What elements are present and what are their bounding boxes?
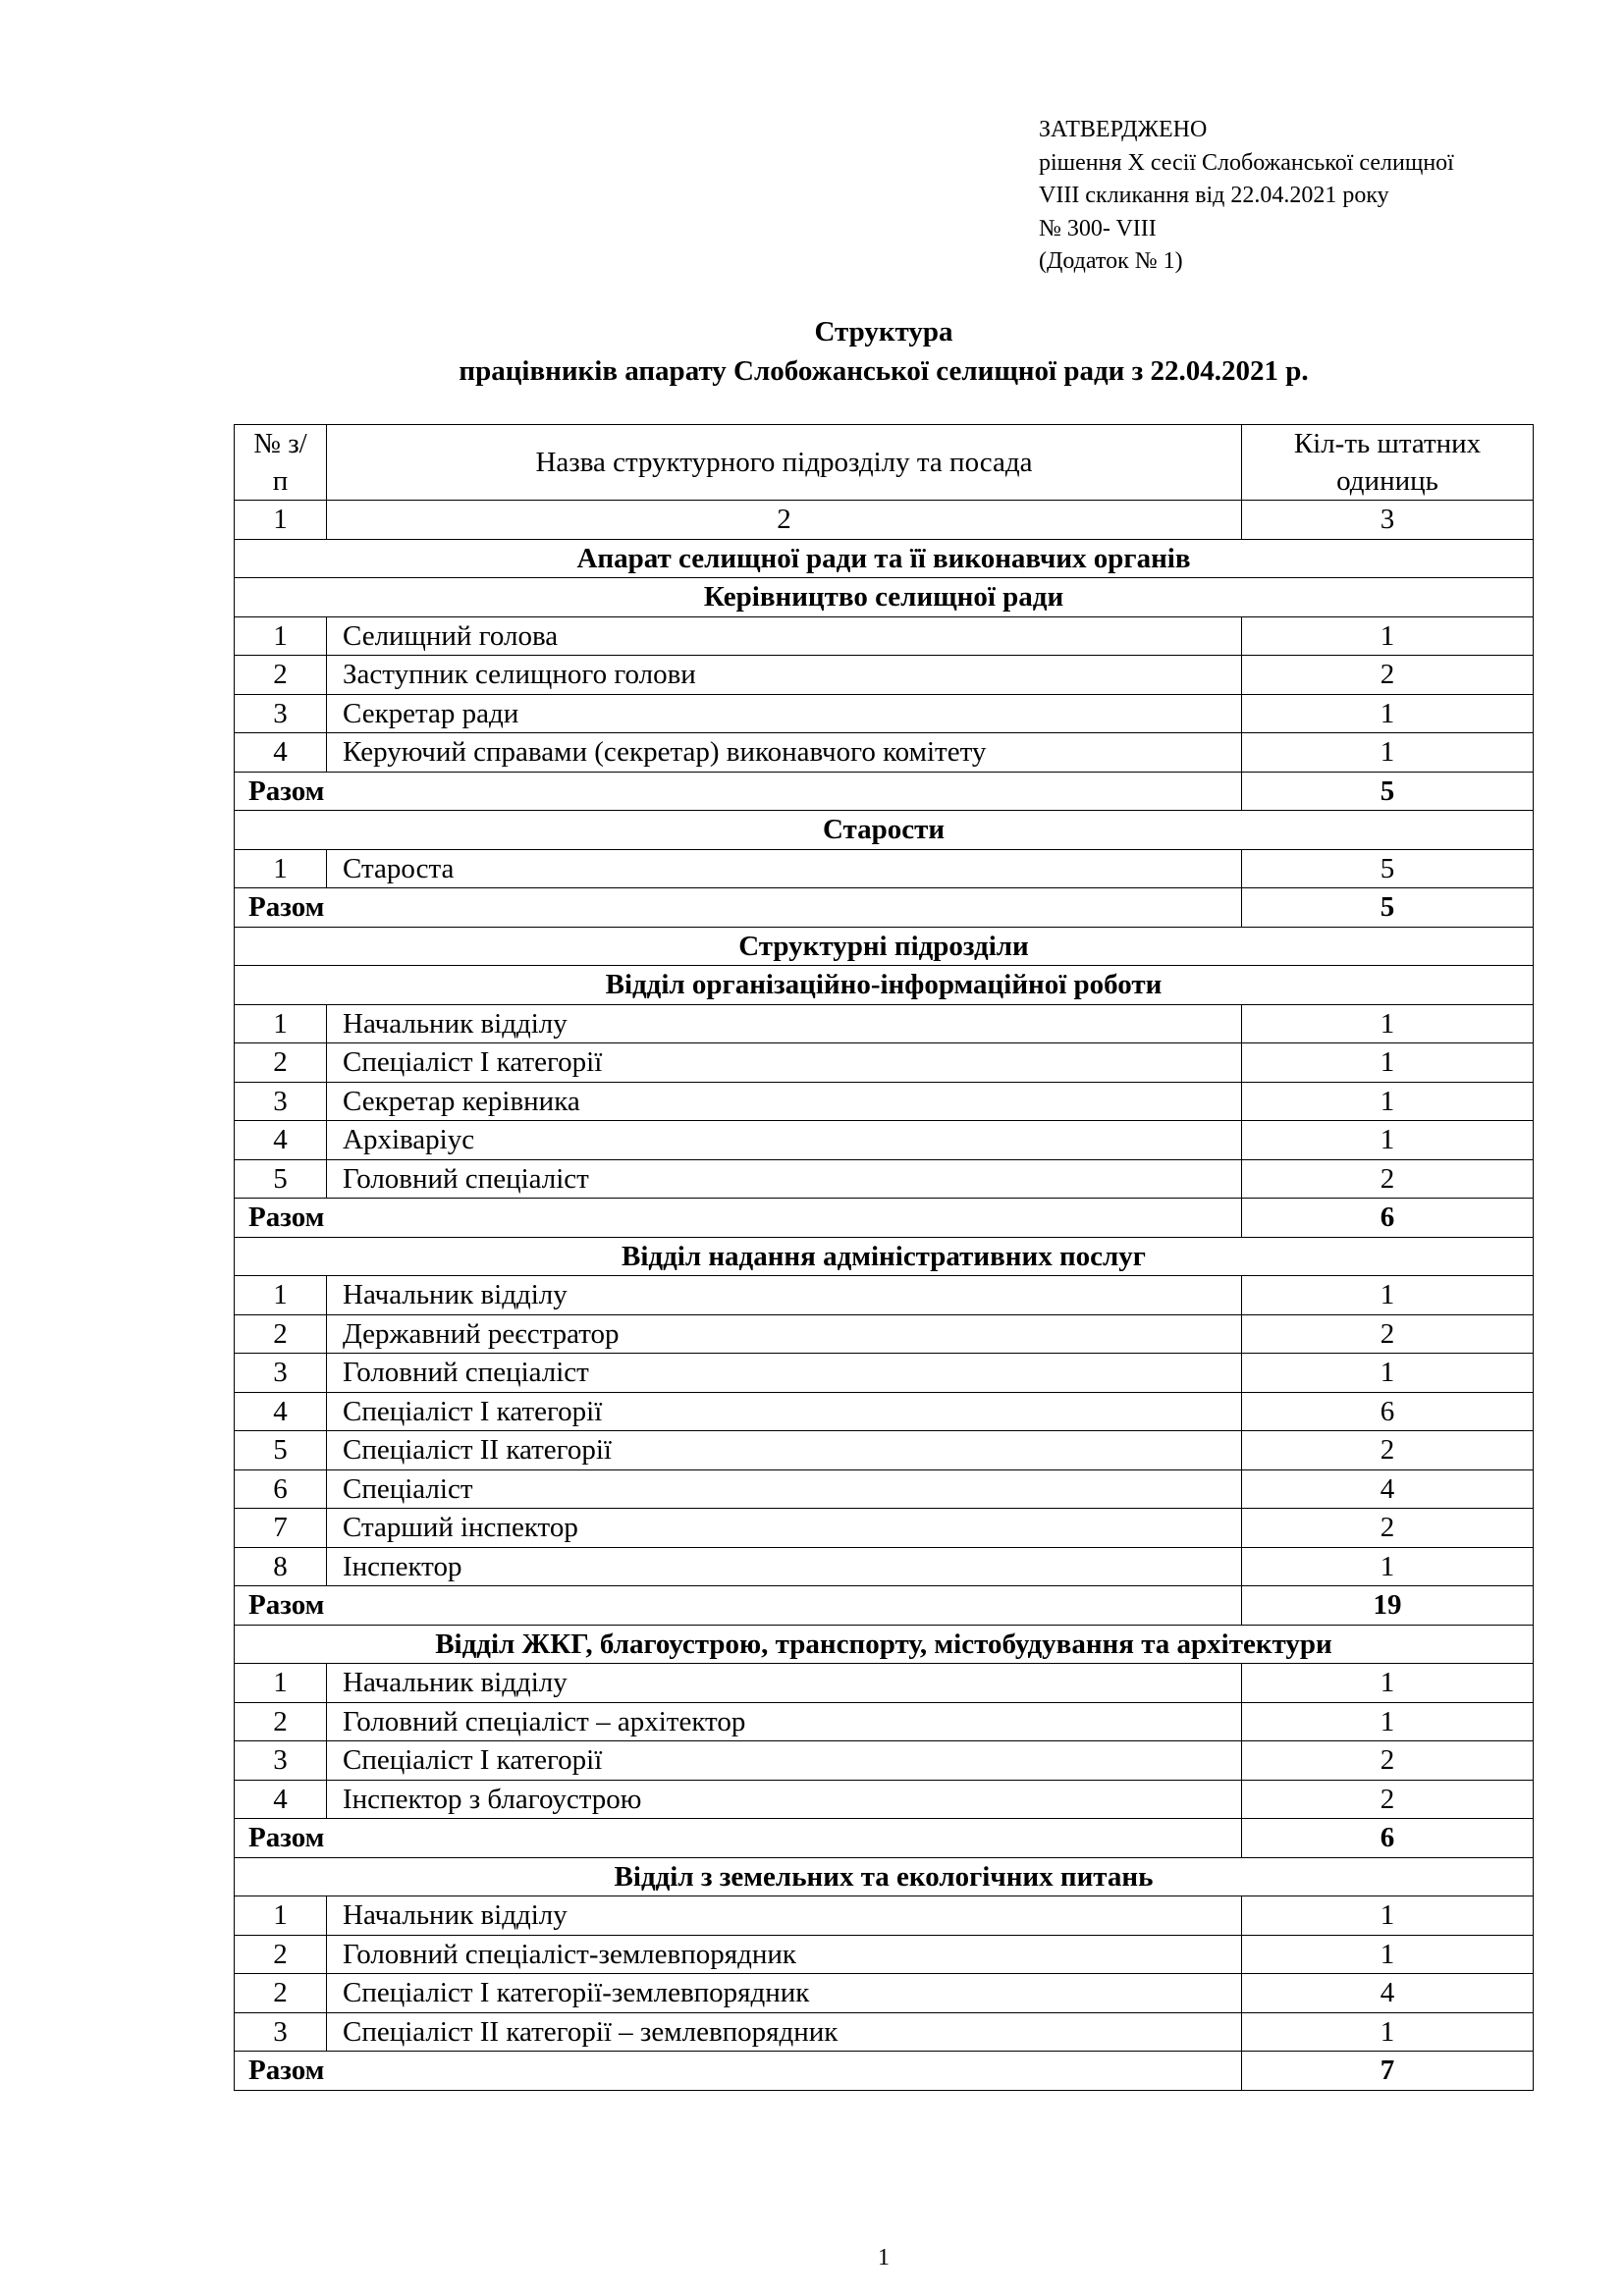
approval-line: № 300- VIII [1039,215,1157,241]
row-number: 2 [235,1702,327,1741]
total-row [235,1586,1534,1626]
position-name: Інспектор [327,1547,1242,1586]
row-number: 4 [235,1121,327,1160]
table-row [235,2012,1534,2052]
section-title: Відділ надання адміністративних послуг [235,1237,1534,1276]
column-number: 3 [1242,501,1534,540]
section-title: Відділ з земельних та екологічних питань [235,1857,1534,1896]
row-number: 3 [235,1741,327,1781]
row-number: 1 [235,849,327,888]
staff-count: 1 [1242,1702,1534,1741]
table-row [235,733,1534,773]
row-number: 2 [235,1935,327,1974]
position-name: Секретар ради [327,694,1242,733]
section-row [235,966,1534,1005]
section-row [235,927,1534,966]
position-name: Архіваріус [327,1121,1242,1160]
table-row [235,1741,1534,1781]
section-row [235,811,1534,850]
staff-count: 1 [1242,2012,1534,2052]
row-number: 1 [235,616,327,656]
table-row [235,1935,1534,1974]
column-number: 2 [327,501,1242,540]
staff-count: 4 [1242,1974,1534,2013]
row-number: 4 [235,733,327,773]
row-number: 8 [235,1547,327,1586]
table-row [235,1314,1534,1354]
header-quantity-line: Кіл-ть штатних [1293,428,1482,459]
position-name: Спеціаліст І категорії [327,1392,1242,1431]
total-value: 19 [1242,1586,1534,1626]
header-number-line: п [272,465,289,497]
total-row [235,1819,1534,1858]
table-row [235,1354,1534,1393]
table-row [235,1121,1534,1160]
row-number: 5 [235,1159,327,1199]
staff-count: 2 [1242,1431,1534,1470]
row-number: 4 [235,1392,327,1431]
position-name: Начальник відділу [327,1276,1242,1315]
position-name: Головний спеціаліст – архітектор [327,1702,1242,1741]
table-row [235,1431,1534,1470]
row-number: 2 [235,1974,327,2013]
staff-count: 1 [1242,1043,1534,1083]
table-row [235,1004,1534,1043]
section-row [235,1857,1534,1896]
table-row [235,849,1534,888]
staff-count: 1 [1242,1935,1534,1974]
staff-count: 1 [1242,1082,1534,1121]
position-name: Селищний голова [327,616,1242,656]
approval-stamp [1039,114,1454,279]
row-number: 1 [235,1276,327,1315]
total-label: Разом [235,1819,1242,1858]
position-name: Керуючий справами (секретар) виконавчого комітету [327,733,1242,773]
table-row [235,616,1534,656]
row-number: 6 [235,1469,327,1509]
row-number: 2 [235,656,327,695]
section-title: Структурні підрозділи [235,927,1534,966]
staff-count: 1 [1242,1004,1534,1043]
total-value: 5 [1242,888,1534,928]
staff-count: 2 [1242,1314,1534,1354]
row-number: 5 [235,1431,327,1470]
total-value: 5 [1242,772,1534,811]
position-name: Староста [327,849,1242,888]
staff-count: 1 [1242,1896,1534,1936]
table-row [235,1896,1534,1936]
section-title: Відділ організаційно-інформаційної роботи [235,966,1534,1005]
staff-count: 5 [1242,849,1534,888]
position-name: Начальник відділу [327,1664,1242,1703]
section-row [235,1625,1534,1664]
staff-count: 1 [1242,1664,1534,1703]
total-label: Разом [235,888,1242,928]
staff-count: 1 [1242,1276,1534,1315]
position-name: Начальник відділу [327,1896,1242,1936]
position-name: Головний спеціаліст-землевпорядник [327,1935,1242,1974]
staff-structure-table [234,424,1534,2091]
staff-count: 1 [1242,1547,1534,1586]
row-number: 3 [235,1354,327,1393]
total-row [235,888,1534,928]
staff-count: 2 [1242,656,1534,695]
total-value: 6 [1242,1819,1534,1858]
header-number [235,425,327,501]
table-row [235,694,1534,733]
row-number: 3 [235,1082,327,1121]
total-row [235,2052,1534,2091]
staff-count: 2 [1242,1780,1534,1819]
row-number: 1 [235,1004,327,1043]
table-row [235,1159,1534,1199]
table-row [235,1509,1534,1548]
position-name: Спеціаліст ІІ категорії [327,1431,1242,1470]
title-line-2: працівників апарату Слобожанської селищної ради з 22.04.2021 р. [459,355,1309,387]
approval-line: VIII скликання від 22.04.2021 року [1039,183,1389,208]
table-row [235,1702,1534,1741]
staff-count: 1 [1242,733,1534,773]
staff-count: 4 [1242,1469,1534,1509]
table-row [235,1780,1534,1819]
position-name: Спеціаліст І категорії [327,1043,1242,1083]
total-label: Разом [235,2052,1242,2091]
table-row [235,1392,1534,1431]
total-row [235,1199,1534,1238]
document-title [0,312,1624,391]
table-row [235,1974,1534,2013]
total-label: Разом [235,1199,1242,1238]
position-name: Головний спеціаліст [327,1159,1242,1199]
row-number: 1 [235,1664,327,1703]
staff-count: 2 [1242,1741,1534,1781]
row-number: 2 [235,1043,327,1083]
row-number: 7 [235,1509,327,1548]
table-row [235,1082,1534,1121]
section-row [235,539,1534,578]
section-title: Старости [235,811,1534,850]
total-value: 6 [1242,1199,1534,1238]
staff-count: 2 [1242,1509,1534,1548]
total-label: Разом [235,772,1242,811]
staff-count: 1 [1242,616,1534,656]
row-number: 3 [235,2012,327,2052]
section-row [235,1237,1534,1276]
approval-line: ЗАТВЕРДЖЕНО [1039,117,1208,142]
column-number: 1 [235,501,327,540]
position-name: Старший інспектор [327,1509,1242,1548]
column-numbering-row [235,501,1534,540]
section-title: Керівництво селищної ради [235,578,1534,617]
position-name: Державний реєстратор [327,1314,1242,1354]
staff-count: 1 [1242,1354,1534,1393]
position-name: Секретар керівника [327,1082,1242,1121]
staff-count: 1 [1242,694,1534,733]
table-row [235,1664,1534,1703]
section-title: Відділ ЖКГ, благоустрою, транспорту, містобудування та архітектури [235,1625,1534,1664]
header-quantity [1242,425,1534,501]
position-name: Спеціаліст ІІ категорії – землевпорядник [327,2012,1242,2052]
position-name: Головний спеціаліст [327,1354,1242,1393]
section-title: Апарат селищної ради та її виконавчих органів [235,539,1534,578]
table-row [235,1276,1534,1315]
total-row [235,772,1534,811]
row-number: 4 [235,1780,327,1819]
position-name: Спеціаліст І категорії [327,1741,1242,1781]
section-row [235,578,1534,617]
approval-line: (Додаток № 1) [1039,248,1183,274]
position-name: Спеціаліст І категорії-землевпорядник [327,1974,1242,2013]
approval-line: рішення Х сесії Слобожанської селищної [1039,149,1454,176]
position-name: Заступник селищного голови [327,656,1242,695]
staff-count: 1 [1242,1121,1534,1160]
staff-count: 6 [1242,1392,1534,1431]
position-name: Спеціаліст [327,1469,1242,1509]
page-number: 1 [878,2245,890,2270]
header-number-line: № з/ [253,428,307,459]
total-label: Разом [235,1586,1242,1626]
position-name: Інспектор з благоустрою [327,1780,1242,1819]
row-number: 1 [235,1896,327,1936]
table-header-row [235,425,1534,501]
row-number: 3 [235,694,327,733]
table-row [235,1043,1534,1083]
position-name: Начальник відділу [327,1004,1242,1043]
table-row [235,1547,1534,1586]
row-number: 2 [235,1314,327,1354]
staff-count: 2 [1242,1159,1534,1199]
header-name: Назва структурного підрозділу та посада [327,425,1242,501]
total-value: 7 [1242,2052,1534,2091]
table-row [235,1469,1534,1509]
table-row [235,656,1534,695]
title-line-1: Структура [814,316,953,347]
header-quantity-line: одиниць [1336,465,1438,497]
